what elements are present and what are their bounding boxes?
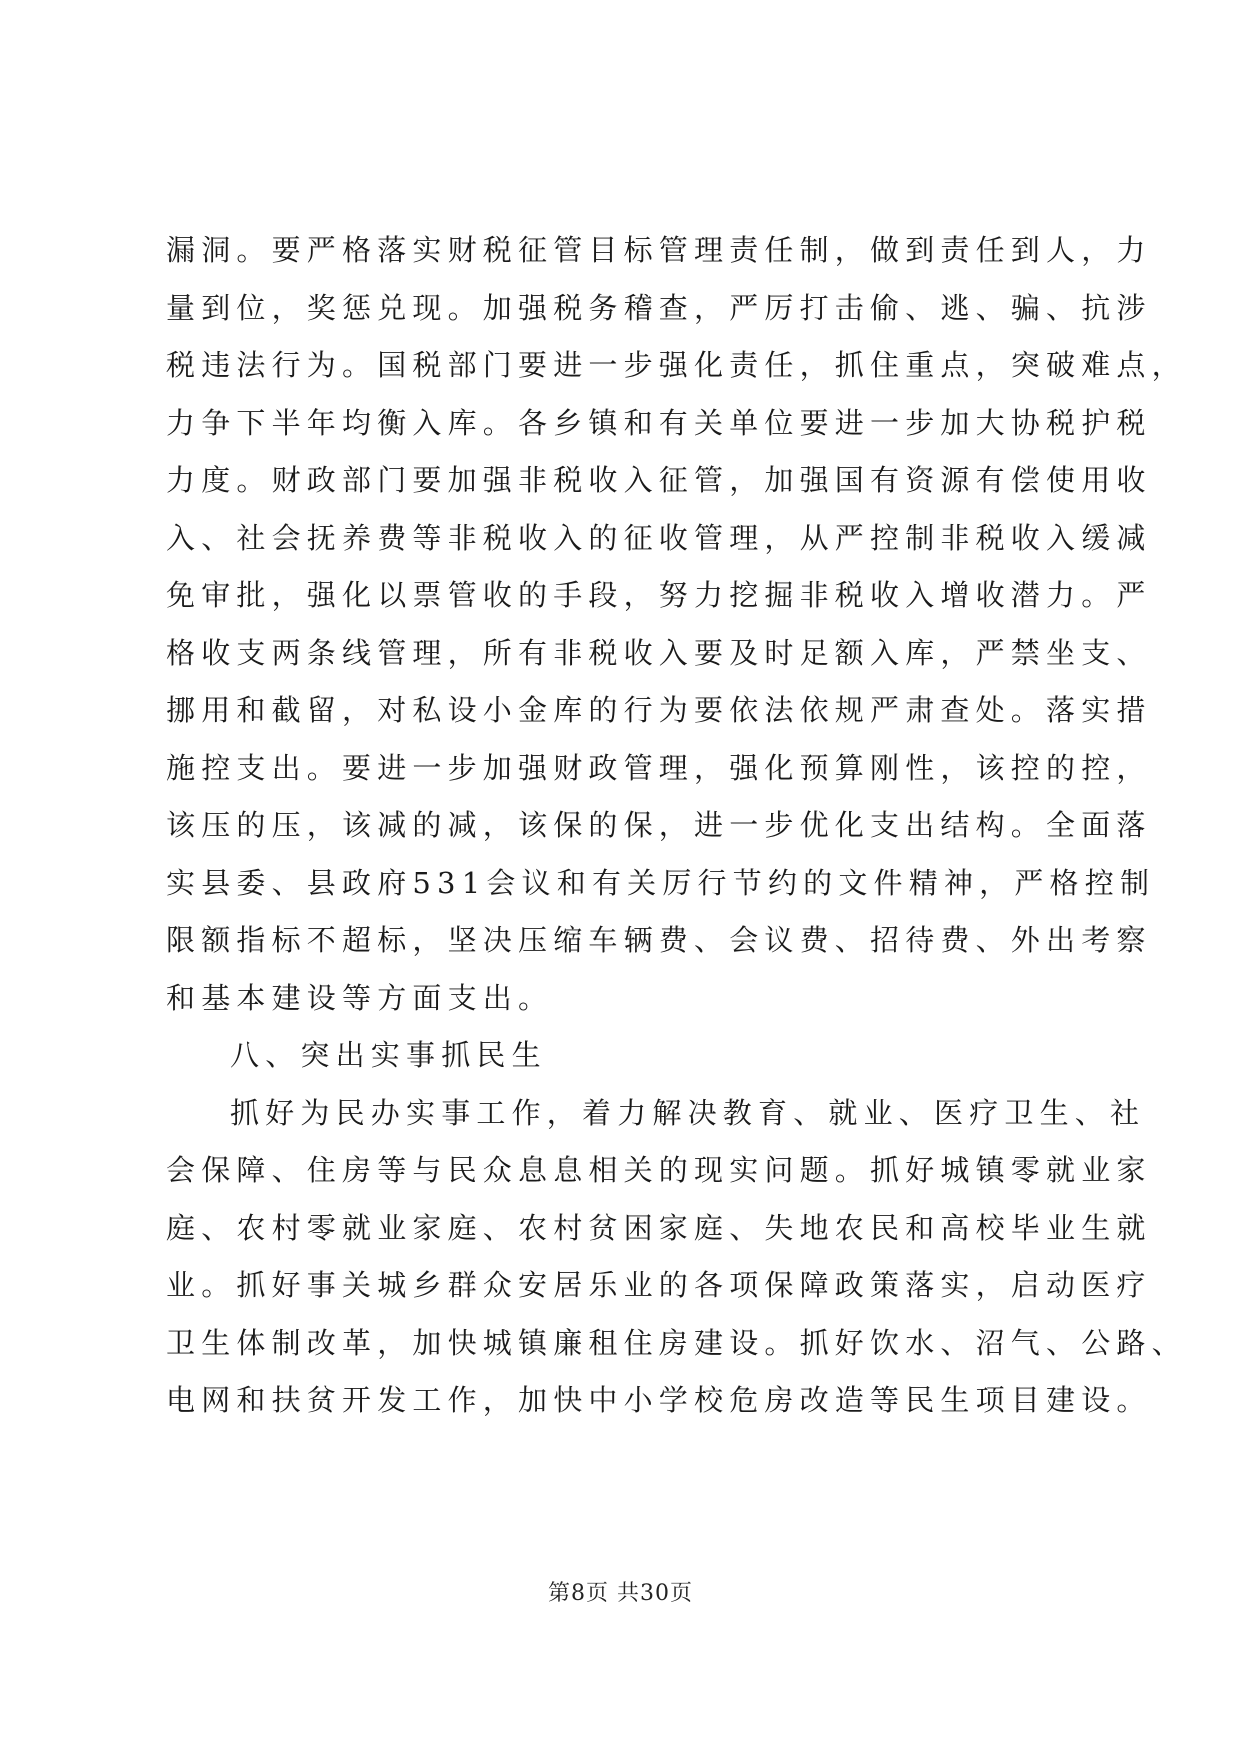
paragraph-line: 卫生体制改革，加快城镇廉租住房建设。抓好饮水、沼气、公路、 xyxy=(166,1325,1187,1360)
paragraph-line: 挪用和截留，对私设小金库的行为要依法依规严肃查处。落实措 xyxy=(166,693,1152,727)
paragraph-line: 该压的压，该减的减，该保的保，进一步优化支出结构。全面落 xyxy=(166,808,1152,842)
document-body xyxy=(166,222,1187,1430)
paragraph-line: 和基本建设等方面支出。 xyxy=(166,980,554,1015)
paragraph-line: 施控支出。要进一步加强财政管理，强化预算刚性，该控的控， xyxy=(166,750,1152,785)
paragraph-line: 实县委、县政府531会议和有关厉行节约的文件精神，严格控制 xyxy=(166,865,1156,900)
paragraph-line: 入、社会抚养费等非税收入的征收管理，从严控制非税收入缓减 xyxy=(166,520,1152,555)
page-footer: 第8页 共30页 xyxy=(548,1581,693,1606)
paragraph-line: 抓好为民办实事工作，着力解决教育、就业、医疗卫生、社 xyxy=(230,1095,1146,1130)
paragraph-line: 税违法行为。国税部门要进一步强化责任，抓住重点，突破难点， xyxy=(166,348,1187,382)
paragraph-line: 力争下半年均衡入库。各乡镇和有关单位要进一步加大协税护税 xyxy=(166,405,1152,440)
paragraph-line: 业。抓好事关城乡群众安居乐业的各项保障政策落实，启动医疗 xyxy=(166,1268,1152,1302)
paragraph-line: 限额指标不超标，坚决压缩车辆费、会议费、招待费、外出考察 xyxy=(166,923,1152,957)
paragraph-line: 漏洞。要严格落实财税征管目标管理责任制，做到责任到人，力 xyxy=(166,233,1152,267)
paragraph-line: 格收支两条线管理，所有非税收入要及时足额入库，严禁坐支、 xyxy=(166,635,1152,670)
paragraph-line: 免审批，强化以票管收的手段，努力挖掘非税收入增收潜力。严 xyxy=(166,578,1152,612)
paragraph-line: 量到位，奖惩兑现。加强税务稽查，严厉打击偷、逃、骗、抗涉 xyxy=(166,290,1152,325)
paragraph-line: 力度。财政部门要加强非税收入征管，加强国有资源有偿使用收 xyxy=(166,463,1152,497)
paragraph-line: 电网和扶贫开发工作，加快中小学校危房改造等民生项目建设。 xyxy=(166,1383,1152,1417)
paragraph-line: 庭、农村零就业家庭、农村贫困家庭、失地农民和高校毕业生就 xyxy=(166,1210,1152,1245)
section-heading: 八、突出实事抓民生 xyxy=(230,1038,547,1072)
paragraph-line: 会保障、住房等与民众息息相关的现实问题。抓好城镇零就业家 xyxy=(166,1153,1152,1187)
